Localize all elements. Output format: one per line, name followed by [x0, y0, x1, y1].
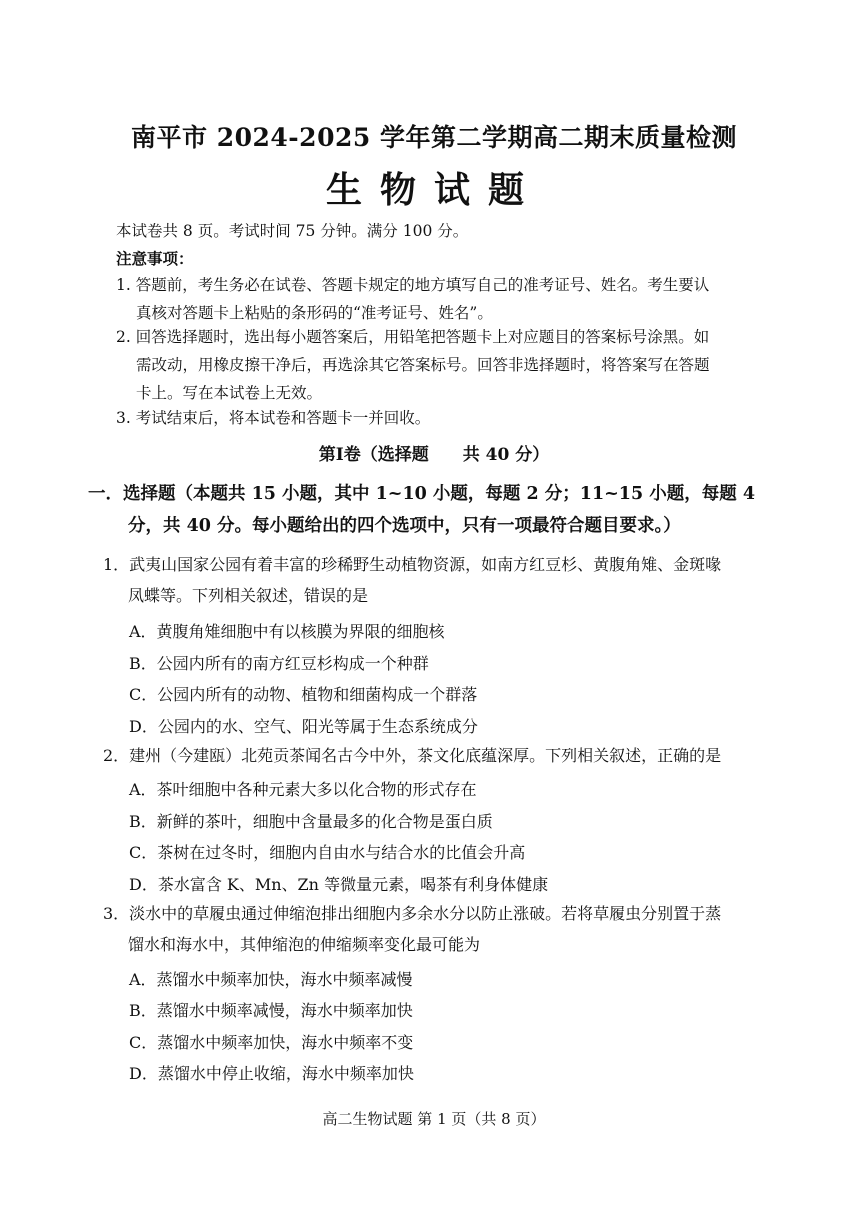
- notice-label: 注意事项：: [116, 249, 194, 268]
- question-line: 2．建州（今建瓯）北苑贡茶闻名古今中外，茶文化底蕴深厚。下列相关叙述，正确的是: [103, 746, 722, 765]
- notice-line: 3. 考试结束后，将本试卷和答题卡一并回收。: [116, 409, 431, 427]
- question-line: 馏水和海水中，其伸缩泡的伸缩频率变化最可能为: [128, 935, 481, 954]
- page-footer: 高二生物试题 第 1 页（共 8 页）: [322, 1110, 546, 1128]
- question-stem: [103, 898, 721, 960]
- question-line: 3．淡水中的草履虫通过伸缩泡排出细胞内多余水分以防止涨破。若将草履虫分别置于蒸: [103, 904, 722, 923]
- notice-line: 2. 回答选择题时，选出每小题答案后，用铅笔把答题卡上对应题目的答案标号涂黑。如: [116, 328, 710, 346]
- question-line: 凤蝶等。下列相关叙述，错误的是: [128, 586, 369, 605]
- notice-line: 1. 答题前，考生务必在试卷、答题卡规定的地方填写自己的准考证号、姓名。考生要认: [116, 276, 710, 294]
- page-title: 南平市 2024-2025 学年第二学期高二期末质量检测: [131, 123, 737, 152]
- option-b: B．公园内所有的南方红豆杉构成一个种群: [129, 654, 429, 673]
- option-c: C．蒸馏水中频率加快，海水中频率不变: [129, 1033, 414, 1052]
- notice-item: [116, 271, 709, 327]
- question-stem: [103, 740, 721, 771]
- part-heading: [88, 478, 755, 542]
- exam-intro: 本试卷共 8 页。考试时间 75 分钟。满分 100 分。: [116, 222, 469, 240]
- question-line: 1．武夷山国家公园有着丰富的珍稀野生动植物资源，如南方红豆杉、黄腹角雉、金斑喙: [103, 555, 722, 574]
- option-d: D．公园内的水、空气、阳光等属于生态系统成分: [129, 717, 478, 736]
- option-a: A．茶叶细胞中各种元素大多以化合物的形式存在: [129, 780, 477, 799]
- notice-line: 卡上。写在本试卷上无效。: [136, 384, 323, 402]
- section-heading: 第Ⅰ卷（选择题 共 40 分）: [318, 445, 550, 465]
- question-stem: [103, 549, 721, 611]
- part-heading-line: 分，共 40 分。每小题给出的四个选项中，只有一项最符合题目要求。）: [128, 516, 681, 536]
- notice-line: 真核对答题卡上粘贴的条形码的“准考证号、姓名”。: [136, 304, 493, 322]
- option-d: D．茶水富含 K、Mn、Zn 等微量元素，喝茶有利身体健康: [129, 875, 549, 894]
- notice-item: [116, 323, 710, 407]
- option-a: A．黄腹角雉细胞中有以核膜为界限的细胞核: [129, 622, 445, 641]
- notice-line: 需改动，用橡皮擦干净后，再选涂其它答案标号。回答非选择题时，将答案写在答题: [136, 356, 710, 374]
- option-b: B．新鲜的茶叶，细胞中含量最多的化合物是蛋白质: [129, 812, 493, 831]
- part-heading-line: 一．选择题（本题共 15 小题，其中 1~10 小题，每题 2 分；11~15 小题，每题 4: [88, 484, 756, 504]
- option-c: C．茶树在过冬时，细胞内自由水与结合水的比值会升高: [129, 843, 526, 862]
- option-b: B．蒸馏水中频率减慢，海水中频率加快: [129, 1001, 413, 1020]
- option-a: A．蒸馏水中频率加快，海水中频率减慢: [129, 970, 413, 989]
- option-d: D．蒸馏水中停止收缩，海水中频率加快: [129, 1064, 414, 1083]
- notice-item: [116, 404, 430, 432]
- subject-title: 生物试题: [325, 169, 542, 211]
- option-c: C．公园内所有的动物、植物和细菌构成一个群落: [129, 685, 478, 704]
